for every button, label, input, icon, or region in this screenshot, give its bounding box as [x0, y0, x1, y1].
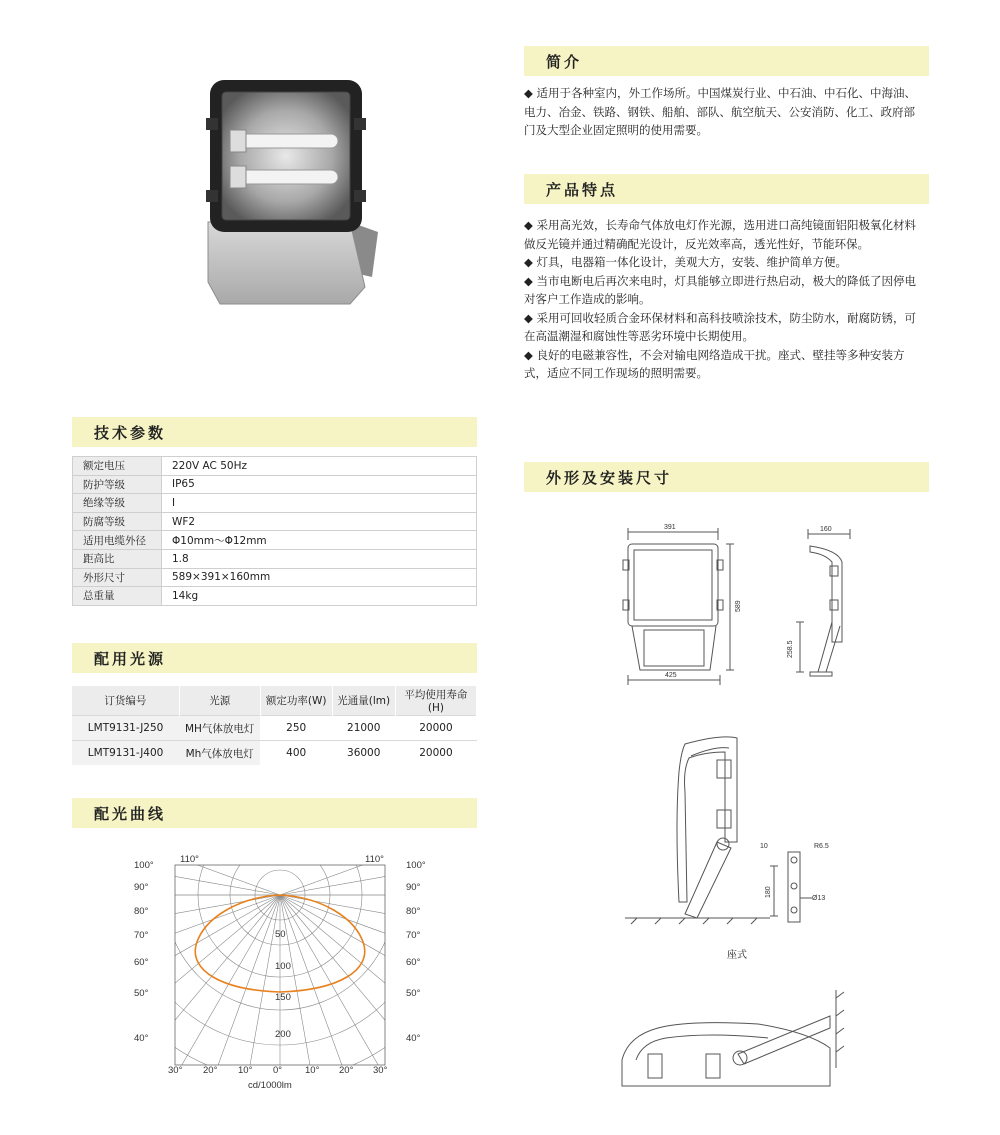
polar-curve-chart — [120, 845, 440, 1100]
features-line: ◆ 采用高光效，长寿命气体放电灯作光源，选用进口高纯镜面铝阳极氧化材料 — [524, 218, 916, 232]
bottom-angle-label: 10° — [238, 1065, 253, 1076]
top-angle-label-left: 110° — [180, 854, 199, 865]
dim-front-height: 589 — [735, 600, 742, 612]
angle-label-right: 60° — [406, 957, 421, 968]
features-line: ◆ 当市电断电后再次来电时，灯具能够立即进行热启动，极大的降低了因停电 — [524, 273, 916, 288]
intro-line: 门及大型企业固定照明的使用需要。 — [524, 123, 708, 137]
angle-label-left: 90° — [134, 882, 149, 893]
features-line: 做反光镜并通过精确配光设计，反光效率高，透光性好，节能环保。 — [524, 236, 869, 251]
table-cell: LMT9131-J250 — [72, 716, 179, 741]
intro-title: 简介 — [546, 53, 583, 71]
spec-key: 距高比 — [73, 549, 162, 568]
table-row — [73, 549, 477, 568]
table-cell: 400 — [260, 741, 332, 766]
bracket-detail-drawing — [756, 836, 836, 926]
bottom-angle-label: 0° — [273, 1065, 283, 1076]
bottom-angle-label: 20° — [339, 1065, 354, 1076]
features-text — [524, 216, 934, 383]
spec-value: WF2 — [162, 512, 477, 531]
side-view-drawing — [770, 522, 860, 687]
spec-key: 总重量 — [73, 587, 162, 606]
intro-text — [524, 84, 934, 140]
spec-key: 防护等级 — [73, 475, 162, 494]
bottom-angle-label: 30° — [373, 1065, 388, 1076]
table-row — [73, 568, 477, 587]
table-header-row — [72, 686, 477, 716]
table-row — [73, 531, 477, 550]
angle-label-left: 60° — [134, 957, 149, 968]
column-header: 平均使用寿命(H) — [395, 686, 476, 716]
floor-mount-drawing — [625, 732, 770, 942]
dim-bracket-radius: R6.5 — [814, 843, 829, 850]
table-cell: 21000 — [332, 716, 395, 741]
features-section-header — [524, 174, 929, 204]
light-source-title: 配用光源 — [94, 650, 167, 668]
dim-base-width: 425 — [665, 672, 677, 679]
intro-line: ◆ 适用于各种室内，外工作场所。中国煤炭行业、中石油、中石化、中海油、 — [524, 86, 916, 100]
intro-section-header — [524, 46, 929, 76]
features-line: 对客户工作造成的影响。 — [524, 292, 651, 306]
radial-value-label: 200 — [275, 1029, 291, 1040]
features-line: 在高温潮湿和腐蚀性等恶劣环境中长期使用。 — [524, 329, 754, 343]
product-photo — [200, 72, 390, 322]
intro-line: 电力、冶金、铁路、钢铁、船舶、部队、航空航天、公安消防、化工、政府部 — [524, 104, 915, 119]
specs-table — [72, 456, 477, 606]
spec-key: 适用电缆外径 — [73, 531, 162, 550]
column-header: 订货编号 — [72, 686, 179, 716]
spec-value: 14kg — [162, 587, 477, 606]
dim-side-height: 258.5 — [787, 640, 794, 658]
radial-value-label: 50 — [275, 929, 286, 940]
mount-type-label: 座式 — [727, 950, 747, 961]
light-source-section-header — [72, 643, 477, 673]
table-row — [73, 457, 477, 476]
specs-title: 技术参数 — [94, 424, 167, 442]
radial-value-label: 150 — [275, 992, 291, 1003]
polar-grid — [120, 845, 440, 1100]
features-title: 产品特点 — [546, 181, 619, 199]
spec-key: 绝缘等级 — [73, 494, 162, 513]
spec-value: I — [162, 494, 477, 513]
spec-key: 额定电压 — [73, 457, 162, 476]
angle-label-right: 100° — [406, 860, 426, 871]
dim-bracket-span: 180 — [765, 886, 772, 898]
table-row — [73, 494, 477, 513]
table-row — [73, 475, 477, 494]
angle-label-left: 50° — [134, 988, 149, 999]
spec-key: 防腐等级 — [73, 512, 162, 531]
column-header: 额定功率(W) — [260, 686, 332, 716]
spec-value: 220V AC 50Hz — [162, 457, 477, 476]
angle-label-left: 80° — [134, 906, 149, 917]
bottom-angle-label: 30° — [168, 1065, 183, 1076]
spec-key: 外形尺寸 — [73, 568, 162, 587]
dim-bracket-hole: Ø13 — [812, 895, 826, 902]
dimensions-title: 外形及安装尺寸 — [546, 469, 673, 487]
angle-label-right: 80° — [406, 906, 421, 917]
spec-value: IP65 — [162, 475, 477, 494]
table-cell: 20000 — [395, 716, 476, 741]
angle-label-right: 90° — [406, 882, 421, 893]
front-view-drawing — [610, 520, 750, 690]
radial-value-label: 100 — [275, 961, 291, 972]
curve-section-header — [72, 798, 477, 828]
light-source-table — [72, 686, 477, 765]
table-cell: 20000 — [395, 741, 476, 766]
table-cell: LMT9131-J400 — [72, 741, 179, 766]
bottom-angle-label: 20° — [203, 1065, 218, 1076]
spec-value: Φ10mm～Φ12mm — [162, 531, 477, 550]
dim-front-width: 391 — [664, 524, 676, 531]
dim-side-depth: 160 — [820, 526, 832, 533]
bottom-angle-label: 10° — [305, 1065, 320, 1076]
specs-section-header — [72, 417, 477, 447]
angle-label-right: 70° — [406, 930, 421, 941]
features-line: ◆ 良好的电磁兼容性，不会对输电网络造成干扰。座式、壁挂等多种安装方 — [524, 347, 905, 362]
features-line: 式，适应不同工作现场的照明需要。 — [524, 366, 708, 380]
spec-value: 589×391×160mm — [162, 568, 477, 587]
angle-label-left: 70° — [134, 930, 149, 941]
angle-label-right: 40° — [406, 1033, 421, 1044]
features-line: ◆ 采用可回收轻质合金环保材料和高科技喷涂技术，防尘防水，耐腐防锈，可 — [524, 310, 916, 325]
features-line: ◆ 灯具，电器箱一体化设计，美观大方，安装、维护简单方便。 — [524, 255, 847, 269]
table-cell: Mh气体放电灯 — [179, 741, 260, 766]
angle-label-left: 40° — [134, 1033, 149, 1044]
top-angle-label-right: 110° — [365, 854, 384, 865]
spec-value: 1.8 — [162, 549, 477, 568]
table-row — [72, 741, 477, 766]
wall-mount-drawing — [608, 988, 858, 1093]
dim-bracket-top: 10 — [760, 843, 768, 850]
table-cell: 36000 — [332, 741, 395, 766]
grid-spoke — [280, 895, 369, 1100]
unit-label: cd/1000lm — [248, 1080, 292, 1091]
table-row — [73, 512, 477, 531]
dimensions-section-header — [524, 462, 929, 492]
angle-label-left: 100° — [134, 860, 154, 871]
angle-label-right: 50° — [406, 988, 421, 999]
column-header: 光通量(lm) — [332, 686, 395, 716]
table-cell: MH气体放电灯 — [179, 716, 260, 741]
column-header: 光源 — [179, 686, 260, 716]
table-row — [72, 716, 477, 741]
table-row — [73, 587, 477, 606]
curve-title: 配光曲线 — [94, 805, 167, 823]
table-cell: 250 — [260, 716, 332, 741]
